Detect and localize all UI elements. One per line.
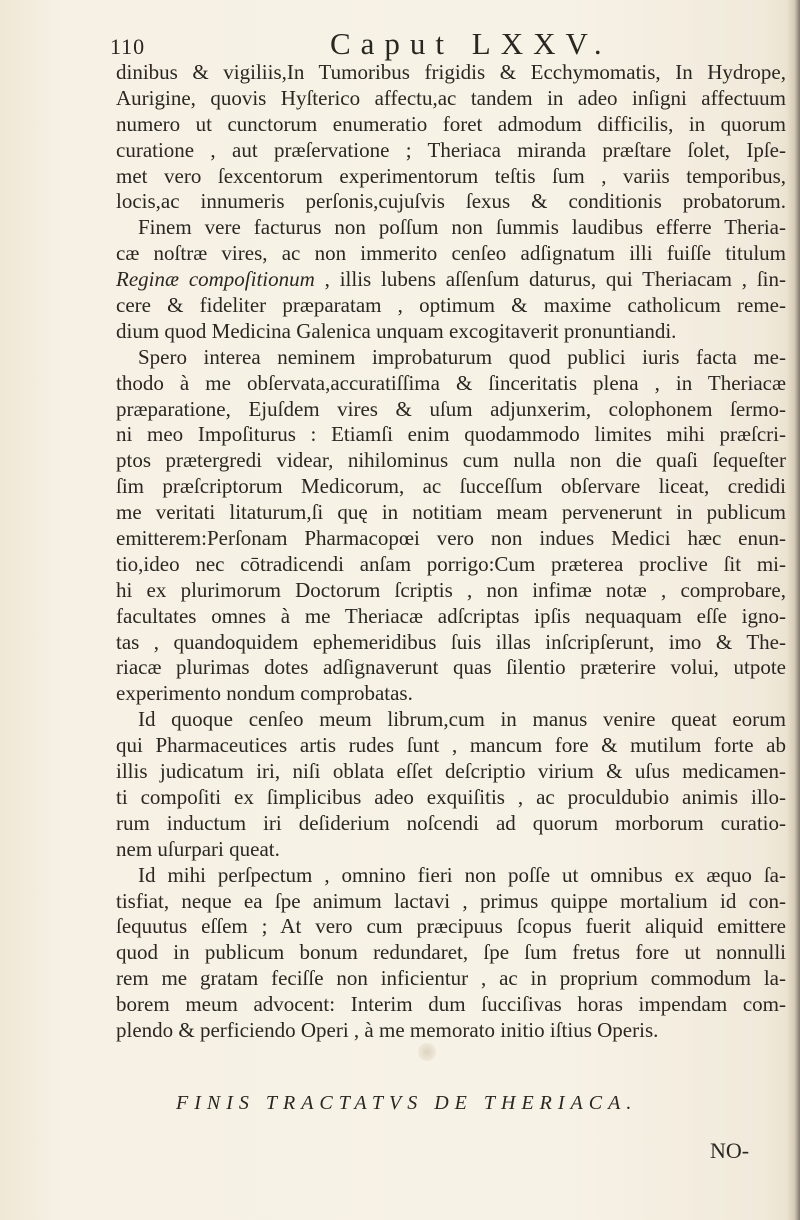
text-line: ſequutus eſſem ; At vero cum præcipuus ſcopus fuerit aliquid emittere xyxy=(116,914,786,939)
finis-line: FINIS TRACTATVS DE THERIACA. xyxy=(176,1092,638,1114)
text-line: ni meo Impoſiturus : Etiamſi enim quodammodo limites mihi præſcri- xyxy=(116,422,786,447)
page-number: 110 xyxy=(110,34,146,59)
text-line: Id quoque cenſeo meum librum,cum in manus venire queat eorum xyxy=(138,707,786,732)
text-line: met vero ſexcentorum experimentorum teſtis ſum , variis temporibus, xyxy=(116,163,786,188)
text-line: dium quod Medicina Galenica unquam excogitaverit pronuntiandi. xyxy=(116,318,677,343)
italic-title-phrase: Reginæ compoſitionum xyxy=(116,267,315,292)
text-line: tisfiat, neque ea ſpe animum lactavi , primus quippe mortalium id con- xyxy=(116,888,786,913)
text-line: emitterem:Perſonam Pharmacopœi vero non indues Medici hæc enun- xyxy=(116,526,786,551)
text-line: rem me gratam feciſſe non inficientur , ac in proprium commodum la- xyxy=(116,966,786,991)
text-line: facultates omnes à me Theriacæ adſcriptas ipſis nequaquam eſſe igno- xyxy=(116,603,786,628)
text-line: quod in publicum bonum redundaret, ſpe ſum fretus fore ut nonnulli xyxy=(116,940,786,965)
page-header xyxy=(110,26,710,62)
text-line: plendo & perficiendo Operi , à me memorato initio iſtius Operis. xyxy=(116,1017,659,1042)
text-line: Reginæ compoſitionum , illis lubens aſſenſum daturus, qui Theriacam , ſin- xyxy=(116,267,787,292)
text-line: thodo à me obſervata,accuratiſſima & ſinceritatis plena , in Theriacæ xyxy=(116,370,786,395)
text-line: tio,ideo nec cōtradicendi anſam porrigo:Cum præterea proclive ſit mi- xyxy=(116,551,786,576)
text-line: ti compoſiti ex ſimplicibus adeo exquiſitis , ac proculdubio animis illo- xyxy=(116,784,786,809)
text-line: numero ut cunctorum enumeratio foret admodum difficilis, in quorum xyxy=(116,111,786,136)
text-line: præparatione, Ejuſdem vires & uſum adjunxerim, colophonem ſermo- xyxy=(116,396,786,421)
text-line: hi ex plurimorum Doctorum ſcriptis , non infimæ notæ , comprobare, xyxy=(116,577,786,602)
text-line: tas , quandoquidem ephemeridibus ſuis illas inſcripſerunt, imo & The- xyxy=(116,629,786,654)
paper-spot xyxy=(418,1043,436,1061)
text-line: Finem vere facturus non poſſum non ſummis laudibus efferre Theria- xyxy=(138,215,786,240)
text-line: locis,ac innumeris perſonis,cujuſvis ſexus & conditionis probatorum. xyxy=(116,189,786,214)
text-line: illis judicatum iri, niſi oblata eſſet deſcriptio virium & uſus medicamen- xyxy=(116,759,786,784)
text-line: borem meum advocent: Interim dum ſucciſivas horas impendam com- xyxy=(116,992,786,1017)
running-head: Caput LXXV. xyxy=(330,26,612,61)
text-line: Spero interea neminem improbaturum quod publici iuris facta me- xyxy=(138,344,786,369)
text-line: me veritati litaturum,ſi quę in notitiam meam pervenerunt in publicum xyxy=(116,500,786,525)
text-line: cere & fideliter præparatam , optimum & maxime catholicum reme- xyxy=(116,293,786,318)
text-line: Aurigine, quovis Hyſterico affectu,ac tandem in adeo inſigni affectuum xyxy=(116,85,786,110)
text-line: curatione , aut præſervatione ; Theriaca miranda præſtare ſolet, Ipſe- xyxy=(116,137,786,162)
text-line: experimento nondum comprobatas. xyxy=(116,681,413,706)
text-line: rum inductum iri deſiderium noſcendi ad quorum morborum curatio- xyxy=(116,810,786,835)
body-text xyxy=(116,60,786,1044)
text-line: ſim præſcriptorum Medicorum, ac ſucceſſum obſervare liceat, credidi xyxy=(116,474,786,499)
page-edge-shadow xyxy=(786,0,800,1220)
text-line: dinibus & vigiliis,In Tumoribus frigidis & Ecchymomatis, In Hydrope, xyxy=(116,60,786,84)
text-line: nem uſurpari queat. xyxy=(116,836,280,861)
text-line: ptos prætergredi videar, nihilominus cum nulla non die quaſi ſequeſter xyxy=(116,448,786,473)
catchword: NO- xyxy=(710,1138,750,1163)
text-line: Id mihi perſpectum , omnino fieri non poſſe ut omnibus ex æquo ſa- xyxy=(138,862,786,887)
text-line: qui Pharmaceutices artis rudes ſunt , mancum fore & mutilum forte ab xyxy=(116,733,786,758)
text-line: cæ noſtræ vires, ac non immerito cenſeo adſignatum illi fuiſſe titulum xyxy=(116,241,786,266)
text-line: riacæ plurimas dotes adſignaverunt quas ſilentio præterire volui, utpote xyxy=(116,655,786,680)
